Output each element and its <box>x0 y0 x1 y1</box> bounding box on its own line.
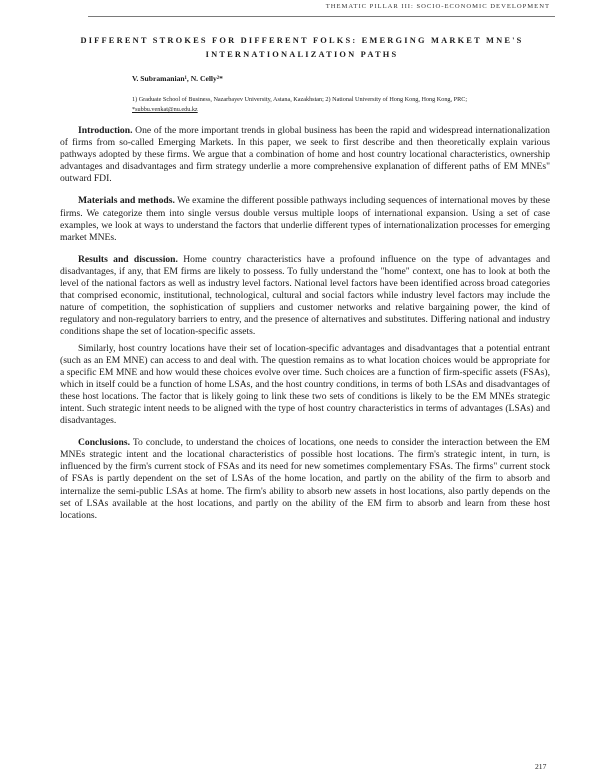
page-number: 217 <box>535 762 547 771</box>
introduction-text: One of the more important trends in global business has been the rapid and widespread internationalization of firms from so-called Emerging Markets. In this paper, we seek to first describe and then theoretically explain various pathways adopted by these firms. We argue that a combination of home and host country locational characteristics, ownership advantages and disadvantages and firm strategy underlie a more comprehensive explanation of different paths of EM MNEs" outward FDI. <box>60 125 550 185</box>
results-text: Home country characteristics have a profound influence on the type of advantages and disadvantages, if any, that EM firms are likely to possess. To fully understand the "home" context, one has to look at both the level of the national factors as well as industry level factors. National level factors have been identified across broad categories that comprised economic, institutional, technological, cultural and social factors while industry level factors may include the nature of competition, the sophistication of suppliers and customer networks and relative bargaining power, the kind of regulatory and non-regulatory barriers to entry, and the presence of alternatives and substitutes. Differing national and industry conditions shape the set of location-specific assets. <box>60 253 551 338</box>
methods-heading: Materials and methods. <box>78 195 175 207</box>
results-paragraph <box>60 254 550 339</box>
results-heading: Results and discussion. <box>78 253 178 265</box>
email-link[interactable]: *subbu.venkat@nu.edu.kz <box>132 106 198 113</box>
affiliation-text: 1) Graduate School of Business, Nazarbayev University, Astana, Kazakhstan; 2) National University of Hong Kong, Hong Kong, PRC; <box>132 96 468 103</box>
methods-text: We examine the different possible pathways including sequences of international moves by these firms. We categorize them into single versus double versus multiple loops of international expansion. Using a set of case examples, we look at ways to understand the factors that underlie different types of internationalization processes for emerging market MNEs. <box>60 195 550 243</box>
running-header: THEMATIC PILLAR III: SOCIO-ECONOMIC DEVELOPMENT <box>325 3 550 10</box>
methods-paragraph <box>60 195 550 243</box>
conclusions-paragraph <box>60 437 550 522</box>
paper-body <box>60 125 550 532</box>
paper-title <box>60 34 544 62</box>
title-line-1: DIFFERENT STROKES FOR DIFFERENT FOLKS: EMERGING MARKET MNE'S <box>80 36 524 45</box>
conclusions-heading: Conclusions. <box>78 437 130 449</box>
results-paragraph-2: Similarly, host country locations have their set of location-specific advantages and disadvantages that a potential entrant (such as an EM MNE) can access to and deal with. The question remains as to what location choices would be appropriate for a specific EM MNE and how would these choices evolve over time. Such choices are a function of firm-specific assets (FSAs), which in itself could be a function of home LSAs, and the host country conditions, in terms of both LSAs and disadvantages of these host locations. The factor that is likely going to link these two sets of conditions is likely to be the EM MNEs strategic intent. Such strategic intent needs to be aligned with the type of host country characteristics in terms of advantages (LSAs) and disadvantages. <box>60 342 550 427</box>
title-line-2: INTERNATIONALIZATION PATHS <box>205 50 399 59</box>
introduction-heading: Introduction. <box>78 125 133 136</box>
affiliation <box>132 95 552 115</box>
header-rule <box>88 16 555 17</box>
introduction-paragraph <box>60 125 550 185</box>
conclusions-text: To conclude, to understand the choices of locations, one needs to consider the interaction between the EM MNEs strategic intent and the locational characteristics of possible host locations. The firm's strategic intent, in turn, is influenced by the firm's current stock of FSAs and its need for new sometimes complementary FSAs. The firms" current stock of FSAs is partly dependent on the set of LSAs of the home location, and partly on the ability of the firm to absorb and internalize the semi-public LSAs at home. The firm's ability to absorb new assets in host locations, also partly depends on the set of LSAs available at the host locations, and partly on the ability of the EM firm to absorb and learn from these host locations. <box>60 437 550 521</box>
authors: V. Subramanian¹, N. Celly²* <box>132 74 223 83</box>
